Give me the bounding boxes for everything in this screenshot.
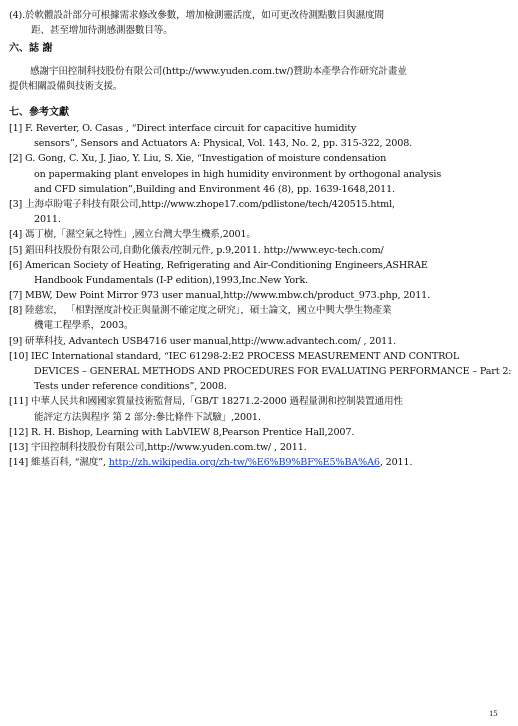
reference-line: [8] 陸慈宏， 「相對溼度計校正與量測不確定度之研究」，碩士論文，國立中興大學生物產業 [9, 305, 392, 317]
reference-line: on papermaking plant envelopes in high humidity environment by orthogonal analysis [34, 168, 442, 180]
reference-line: [9] 研華科技, Advantech USB4716 user manual,http://www.advantech.com/ , 2011. [9, 335, 396, 347]
continuation-paragraph [0, 8, 518, 38]
reference-item-13 [0, 440, 518, 455]
reference-item-8 [0, 303, 518, 333]
reference-line: and CFD simulation”,Building and Environment 46 (8), pp. 1639-1648,2011. [34, 183, 395, 195]
reference-item-14 [0, 455, 518, 470]
reference-item-10 [0, 349, 518, 395]
reference-line: [12] R. H. Bishop, Learning with LabVIEW 8,Pearson Prentice Hall,2007. [9, 426, 355, 438]
reference-item-2 [0, 151, 518, 197]
reference-line: [2] G. Gong, C. Xu, J. Jiao, Y. Liu, S. Xie, “Investigation of moisture condensation [9, 153, 387, 165]
reference-line: [3] 上海卓盼電子科技有限公司,http://www.zhope17.com/pdlistone/tech/420515.html, [9, 198, 395, 210]
reference-line [0, 455, 518, 470]
text-line: 感謝宇田控制科技股份有限公司(http://www.yuden.com.tw/)贊助本產學合作研究計畫並 [30, 66, 407, 77]
reference-item-5 [0, 243, 518, 258]
reference-item-11 [0, 394, 518, 424]
reference-item-6 [0, 258, 518, 288]
section-heading-references: 七、參考文獻 [9, 107, 69, 118]
reference-line: 機電工程學系，2003。 [34, 320, 134, 332]
reference-line: [11] 中華人民共和國國家質量技術監督局,「GB/T 18271.2-2000 過程量測和控制裝置通用性 [9, 396, 403, 408]
page-number: 15 [489, 708, 498, 718]
wikipedia-humidity-link[interactable]: http://zh.wikipedia.org/zh-tw/%E6%B9%BF%E5%BA%A6 [108, 457, 380, 469]
reference-text: [14] 維基百科, “濕度”, [9, 457, 109, 469]
reference-list [0, 121, 518, 470]
reference-item-7 [0, 288, 518, 303]
acknowledgement-paragraph [0, 64, 518, 94]
reference-line: Handbook Fundamentals (I-P edition),1993,Inc.New York. [34, 274, 309, 286]
reference-line: [6] American Society of Heating, Refrigerating and Air-Conditioning Engineers,ASHRAE [9, 259, 428, 271]
reference-item-3 [0, 197, 518, 227]
text-line: 提供相關設備與技術支援。 [9, 81, 123, 93]
text-line: 距、甚至增加待測感測器數目等。 [31, 25, 173, 37]
reference-item-1 [0, 121, 518, 151]
text-line: (4).於軟體設計部分可根據需求修改參數，增加檢測靈活度，如可更改待測點數目與濕度間 [9, 10, 384, 21]
reference-item-4 [0, 227, 518, 242]
reference-line: sensors”, Sensors and Actuators A: Physical, Vol. 143, No. 2, pp. 315-322, 2008. [34, 138, 413, 150]
reference-line: [10] IEC International standard, “IEC 61298-2:E2 PROCESS MEASUREMENT AND CONTROL [9, 350, 460, 362]
reference-line: [1] F. Reverter, O. Casas , “Direct interface circuit for capacitive humidity [9, 123, 357, 134]
reference-line: [4] 馮丁樹,「濕空氣之特性」,國立台灣大學生機系,2001。 [9, 229, 256, 241]
reference-item-9 [0, 334, 518, 349]
reference-line: 2011. [34, 214, 61, 226]
reference-line: [13] 宇田控制科技股份有限公司,http://www.yuden.com.tw/ , 2011. [9, 441, 307, 453]
reference-line: 能評定方法與程序 第 2 部分:參比條件下試驗」,2001. [34, 411, 261, 423]
reference-line: [5] 錩田科技股份有限公司,自動化儀表/控制元件, p.9,2011. http://www.eyc-tech.com/ [9, 244, 384, 256]
reference-item-12 [0, 425, 518, 440]
reference-line: Tests under reference conditions”, 2008. [34, 381, 227, 393]
section-heading-acknowledgement: 六、誌 謝 [9, 43, 53, 54]
reference-line: DEVICES – GENERAL METHODS AND PROCEDURES FOR EVALUATING PERFORMANCE – Part 2: [34, 366, 512, 377]
reference-year: , 2011. [379, 457, 413, 469]
reference-line: [7] MBW, Dew Point Mirror 973 user manual,http://www.mbw.ch/product_973.php, 2011. [9, 290, 431, 302]
